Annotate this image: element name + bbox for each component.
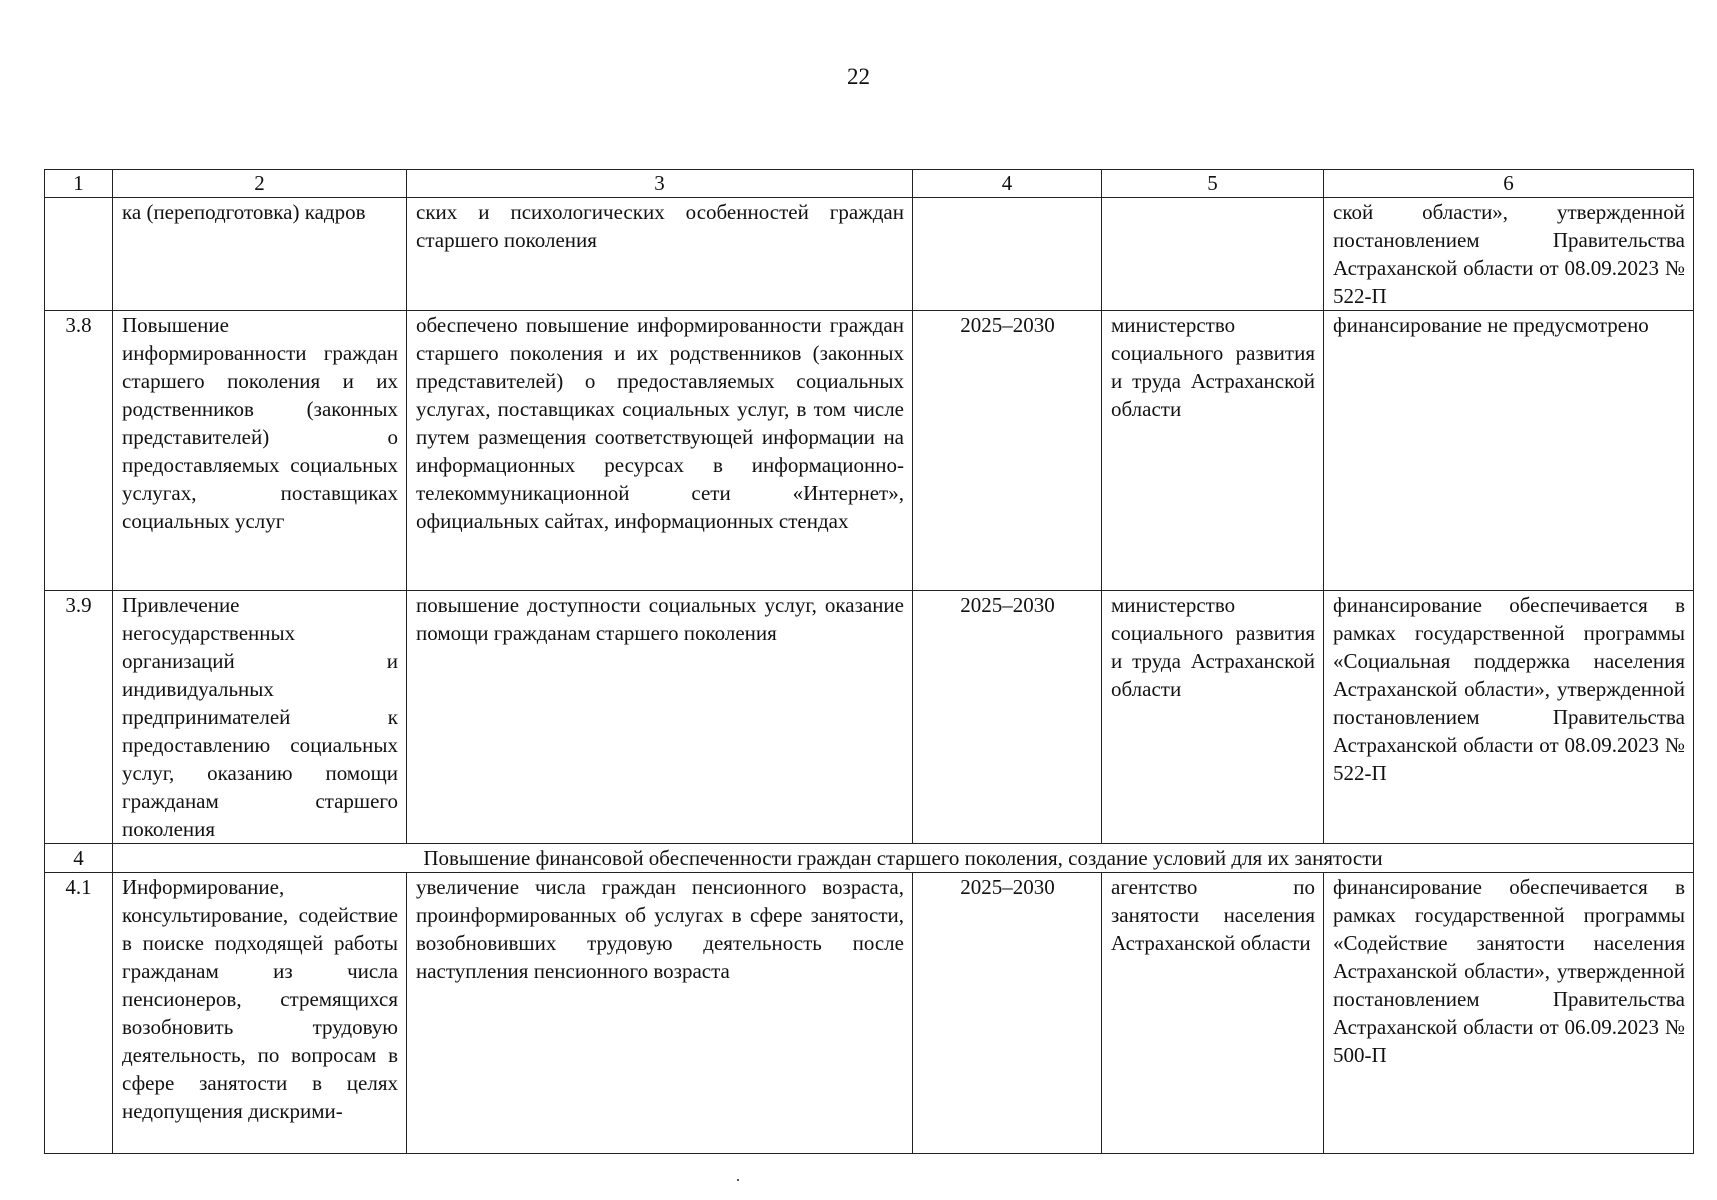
executor-cell: министерство социального развития и труда Астраханской области bbox=[1102, 311, 1324, 591]
row-number: 4.1 bbox=[45, 873, 113, 1154]
executor-cell: агентство по занятости населения Астраханской области bbox=[1102, 873, 1324, 1154]
period-cell: 2025–2030 bbox=[913, 873, 1102, 1154]
table-row bbox=[45, 591, 1694, 844]
table-header-row bbox=[45, 170, 1694, 198]
table-row bbox=[45, 198, 1694, 311]
table-row bbox=[45, 873, 1694, 1154]
measure-cell: Повышение информированности граждан старшего поколения и их родственников (законных представителей) о предоставляемых социальных услугах, поставщиках социальных услуг bbox=[113, 311, 407, 591]
section-title: Повышение финансовой обеспеченности граждан старшего поколения, создание условий для их занятости bbox=[113, 844, 1694, 873]
column-header: 5 bbox=[1102, 170, 1324, 198]
row-number: 3.8 bbox=[45, 311, 113, 591]
period-cell bbox=[913, 198, 1102, 311]
result-cell: обеспечено повышение информированности граждан старшего поколения и их родственников (законных представителей) о предоставляемых социальных услугах, поставщиках социальных услуг, в том числе путем размещения соответствующей информации на информационных ресурсах в информационно-телекоммуникационной сети «Интернет», официальных сайтах, информационных стендах bbox=[407, 311, 913, 591]
executor-cell: министерство социального развития и труда Астраханской области bbox=[1102, 591, 1324, 844]
scan-speck bbox=[737, 1179, 739, 1181]
table-row bbox=[45, 311, 1694, 591]
column-header: 4 bbox=[913, 170, 1102, 198]
result-cell: повышение доступности социальных услуг, оказание помощи гражданам старшего поколения bbox=[407, 591, 913, 844]
executor-cell bbox=[1102, 198, 1324, 311]
result-cell: увеличение числа граждан пенсионного возраста, проинформированных об услугах в сфере занятости, возобновивших трудовую деятельность после наступления пенсионного возраста bbox=[407, 873, 913, 1154]
column-header: 2 bbox=[113, 170, 407, 198]
page-number: 22 bbox=[847, 64, 870, 89]
measure-cell: Информирование, консультирование, содействие в поиске подходящей работы гражданам из числа пенсионеров, стремящихся возобновить трудовую деятельность, по вопросам в сфере занятости в целях недопущения дискрими- bbox=[113, 873, 407, 1154]
measures-table bbox=[44, 169, 1694, 1154]
column-header: 6 bbox=[1324, 170, 1694, 198]
financing-cell: финансирование не предусмотрено bbox=[1324, 311, 1694, 591]
section-number: 4 bbox=[45, 844, 113, 873]
column-header: 3 bbox=[407, 170, 913, 198]
financing-cell: финансирование обеспечивается в рамках государственной программы «Социальная поддержка населения Астраханской области», утвержденной постановлением Правительства Астраханской области от 08.09.2023 № 522-П bbox=[1324, 591, 1694, 844]
result-cell: ских и психологических особенностей граждан старшего поколения bbox=[407, 198, 913, 311]
period-cell: 2025–2030 bbox=[913, 311, 1102, 591]
column-header: 1 bbox=[45, 170, 113, 198]
financing-cell: ской области», утвержденной постановлением Правительства Астраханской области от 08.09.2023 № 522-П bbox=[1324, 198, 1694, 311]
period-cell: 2025–2030 bbox=[913, 591, 1102, 844]
financing-cell: финансирование обеспечивается в рамках государственной программы «Содействие занятости населения Астраханской области», утвержденной постановлением Правительства Астраханской области от 06.09.2023 № 500-П bbox=[1324, 873, 1694, 1154]
row-number: 3.9 bbox=[45, 591, 113, 844]
row-number bbox=[45, 198, 113, 311]
measure-cell: Привлечение негосударственных организаций и индивидуальных предпринимателей к предоставлению социальных услуг, оказанию помощи гражданам старшего поколения bbox=[113, 591, 407, 844]
section-row bbox=[45, 844, 1694, 873]
measure-cell: ка (переподготовка) кадров bbox=[113, 198, 407, 311]
